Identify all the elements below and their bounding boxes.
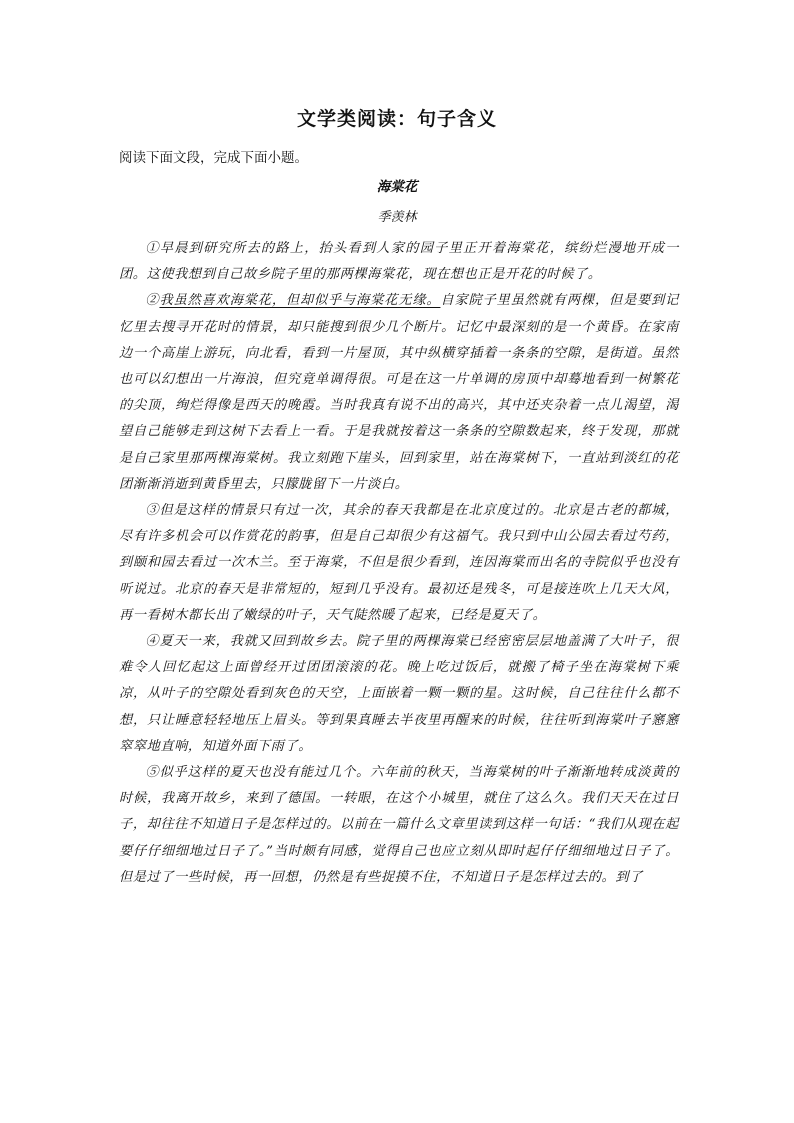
paragraph-2-number: ② — [145, 293, 160, 309]
paragraph-1: ①早晨到研究所去的路上，抬头看到人家的园子里正开着海棠花，缤纷烂漫地开成一团。这使我想到自己故乡院子里的那两棵海棠花，现在想也正是开花的时候了。 — [119, 241, 679, 283]
page-title: 文学类阅读：句子含义 — [296, 108, 497, 130]
underlined-key-sentence: 我虽然喜欢海棠花，但却似乎与海棠花无缘。 — [159, 293, 441, 309]
paragraph-3: ③但是这样的情景只有过一次，其余的春天我都是在北京度过的。北京是古老的都城，尽有许多机会可以作赏花的韵事，但是自己却很少有这福气。我只到中山公园去看过芍药，到颐和园去看过一次木兰。至于海棠，不但是很少看到，连因海棠而出名的寺院似乎也没有听说过。北京的春天是非常短的，短到几乎没有。最初还是残冬，可是接连吹上几天大风，再一看树木都长出了嫩绿的叶子，天气陡然暖了起来，已经是夏天了。 — [119, 503, 679, 623]
essay-author: 季羡林 — [377, 210, 417, 225]
instruction-text: 阅读下面文段，完成下面小题。 — [119, 150, 308, 166]
paragraph-2 — [119, 288, 679, 498]
essay-title: 海棠花 — [376, 179, 418, 195]
paragraph-4: ④夏天一来，我就又回到故乡去。院子里的两棵海棠已经密密层层地盖满了大叶子，很难令人回忆起这上面曾经开过团团滚滚的花。晚上吃过饭后，就搬了椅子坐在海棠树下乘凉，从叶子的空隙处看到灰色的天空，上面嵌着一颗一颗的星。这时候，自己往往什么都不想，只让睡意轻轻地压上眉头。等到果真睡去半夜里再醒来的时候，往往听到海棠叶子窸窸窣窣地直响，知道外面下雨了。 — [119, 634, 679, 754]
paragraph-5: ⑤似乎这样的夏天也没有能过几个。六年前的秋天，当海棠树的叶子渐渐地转成淡黄的时候，我离开故乡，来到了德国。一转眼，在这个小城里，就住了这么久。我们天天在过日子，却往往不知道日子是怎样过的。以前在一篇什么文章里读到这样一句话：“我们从现在起要仔仔细细地过日子了。”当时颇有同感，觉得自己也应立刻从即时起仔仔细细地过日子了。但是过了一些时候，再一回想，仍然是有些捉摸不住，不知道日子是怎样过去的。到了 — [119, 765, 679, 885]
essay-body — [119, 236, 679, 891]
paragraph-2-rest: 自家院子里虽然就有两棵，但是要到记忆里去搜寻开花时的情景，却只能搜到很少几个断片。记忆中最深刻的是一个黄昏。在家南边一个高崖上游玩，向北看，看到一片屋顶，其中纵横穿插着一条条的空隙，是街道。虽然也可以幻想出一片海浪，但究竟单调得很。可是在这一片单调的房顶中却蓦地看到一树繁花的尖顶，绚烂得像是西天的晚霞。当时我真有说不出的高兴，其中还夹杂着一点儿渴望，渴望自己能够走到这树下去看上一看。于是我就按着这一条条的空隙数起来，终于发现，那就是自己家里那两棵海棠树。我立刻跑下崖头，回到家里，站在海棠树下，一直站到淡红的花团渐渐消逝到黄昏里去，只朦胧留下一片淡白。 — [119, 293, 680, 492]
